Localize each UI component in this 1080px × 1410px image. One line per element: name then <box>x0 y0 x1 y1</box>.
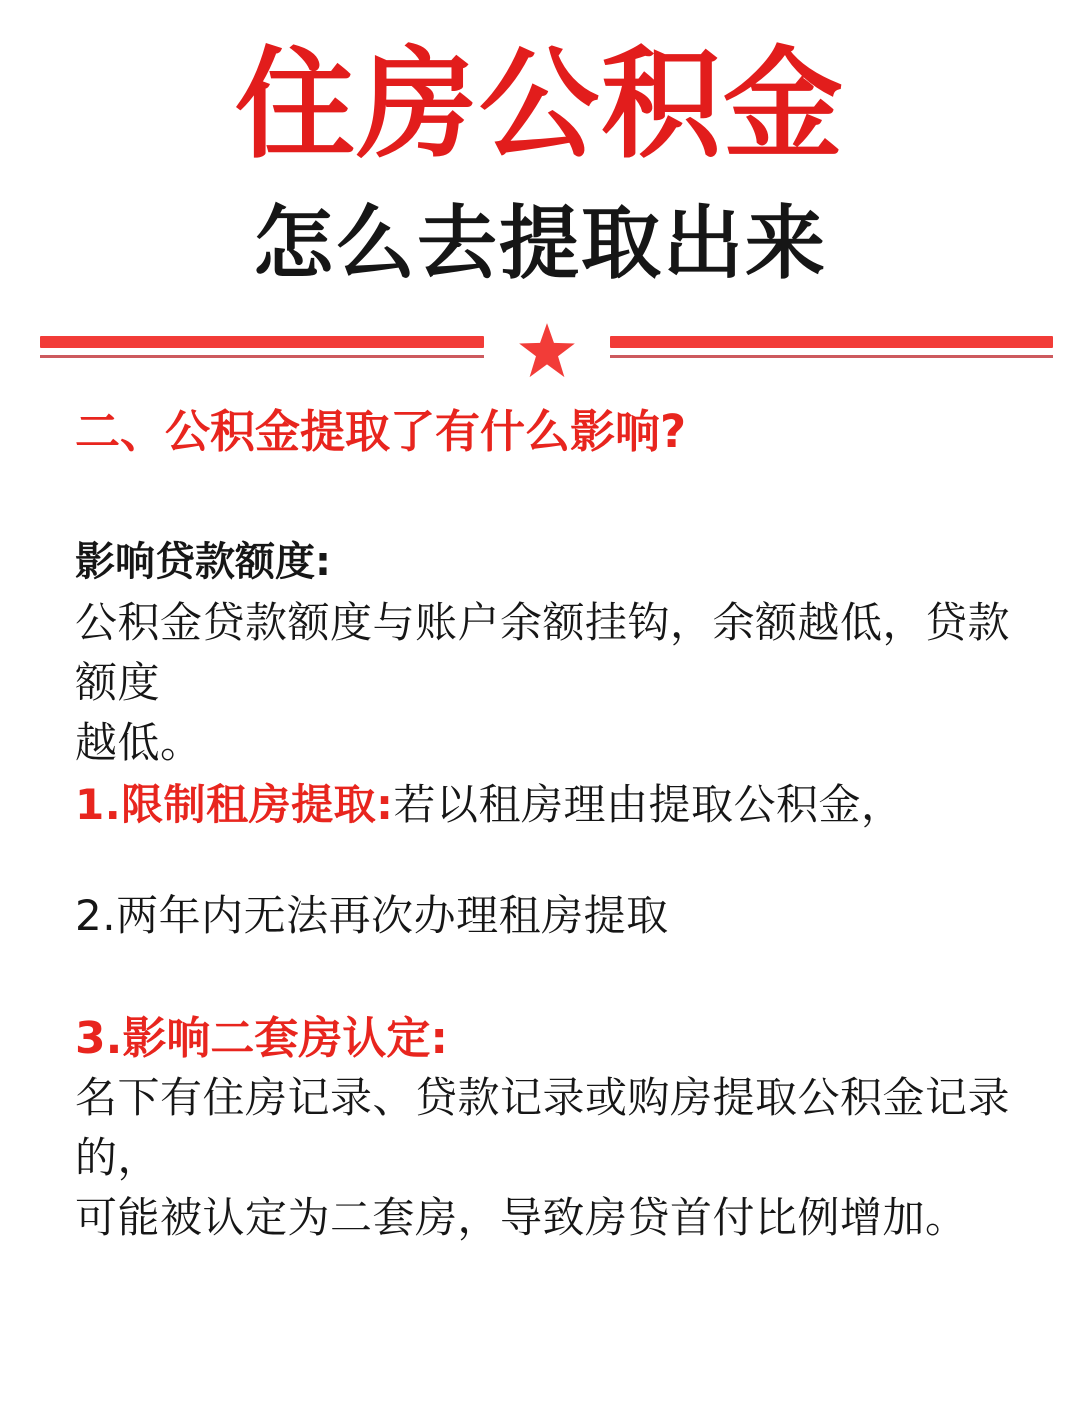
list-item-2-text: 2.两年内无法再次办理租房提取 <box>75 891 669 940</box>
list-item-1-label: 1.限制租房提取: <box>75 780 394 829</box>
list-item-1-text: 若以租房理由提取公积金， <box>393 780 904 829</box>
divider-left-line <box>40 322 484 358</box>
divider <box>40 322 1053 382</box>
impact-body <box>75 593 1035 773</box>
list-item-3-body <box>75 1068 1055 1248</box>
list-item-3-body-line: 可能被认定为二套房，导致房贷首付比例增加。 <box>75 1193 968 1242</box>
star-icon <box>518 322 576 380</box>
divider-right-line <box>610 322 1054 358</box>
list-item-3-label: 3.影响二套房认定: <box>75 1013 448 1064</box>
list-item-1 <box>75 778 1050 832</box>
list-item-3-body-line: 名下有住房记录、贷款记录或购房提取公积金记录的， <box>75 1073 1011 1182</box>
divider-thick-bar <box>40 336 484 348</box>
impact-body-line: 越低。 <box>75 718 203 767</box>
impact-body-line: 公积金贷款额度与账户余额挂钩，余额越低，贷款额度 <box>75 598 1011 707</box>
page-title: 住房公积金 <box>235 34 845 175</box>
section-heading: 二、公积金提取了有什么影响? <box>75 405 687 458</box>
impact-label: 影响贷款额度: <box>75 539 331 585</box>
divider-thin-line <box>610 355 1054 358</box>
page-subtitle: 怎么去提取出来 <box>253 196 827 290</box>
divider-thick-bar <box>610 336 1054 348</box>
list-item-2 <box>75 889 1050 943</box>
divider-thin-line <box>40 355 484 358</box>
